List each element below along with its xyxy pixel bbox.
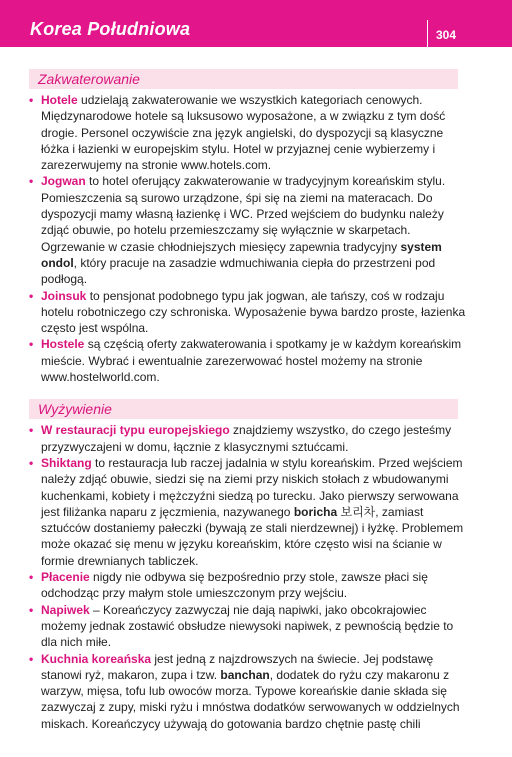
item-emphasis: system ondol bbox=[41, 239, 442, 270]
item-emphasis: boricha bbox=[293, 504, 338, 519]
item-term: Joinsuk bbox=[41, 288, 87, 303]
list-item bbox=[29, 336, 469, 385]
item-term: Hostele bbox=[41, 337, 85, 352]
list-item bbox=[29, 173, 469, 287]
item-text: to pensjonat podobnego typu jak jogwan, ale tańszy, coś w rodzaju hotelu robotniczego czy schroniska. Wyposażenie bywa bardzo proste, łazienka często jest wspólna. bbox=[41, 288, 466, 336]
header-divider bbox=[427, 20, 428, 47]
item-text-continued: 보리차, zamiast sztućców dostaniemy pałeczki (bywają ze stali nierdzewnej) i łyżkę. Problemem może okazać się menu w języku koreańskim, które często wisi na ścianie w formie drewnianych tabliczek. bbox=[41, 504, 464, 568]
accommodation-list bbox=[29, 92, 469, 385]
bullet-icon: • bbox=[29, 93, 34, 107]
page-header bbox=[0, 0, 512, 47]
bullet-icon: • bbox=[29, 455, 34, 470]
chapter-title: Korea Południowa bbox=[30, 19, 191, 39]
list-item bbox=[29, 422, 469, 455]
section-title-accommodation: Zakwaterowanie bbox=[38, 71, 140, 87]
item-term: Płacenie bbox=[41, 570, 90, 585]
list-item bbox=[29, 602, 469, 651]
item-term: Kuchnia koreańska bbox=[41, 651, 152, 666]
item-term: Napiwek bbox=[41, 602, 90, 617]
item-term: Jogwan bbox=[41, 174, 86, 189]
bullet-icon: • bbox=[29, 288, 34, 303]
item-text: nigdy nie odbywa się bezpośrednio przy stole, zawsze płaci się odchodząc przy małym stole umieszczonym przy wejściu. bbox=[41, 570, 428, 601]
section-header-food bbox=[29, 399, 458, 419]
bullet-icon: • bbox=[29, 602, 34, 617]
section-title-food: Wyżywienie bbox=[38, 401, 112, 418]
list-item bbox=[29, 569, 469, 602]
item-term: Shiktang bbox=[41, 455, 92, 470]
item-text-continued: , który pracuje na zasadzie wdmuchiwania ciepła do przestrzeni pod podłogą. bbox=[41, 255, 436, 287]
food-list bbox=[29, 422, 469, 732]
bullet-icon: • bbox=[29, 570, 34, 585]
section-header-accommodation bbox=[29, 69, 458, 89]
bullet-icon: • bbox=[29, 651, 34, 666]
list-item bbox=[29, 288, 469, 337]
item-text-continued: , dodatek do ryżu czy makaronu z warzyw, mięsa, tofu lub owoców morza. Typowe koreańskie danie składa się zazwyczaj z zupy, miski ryżu i mnóstwa dodatków serwowanych w oddzielnych miskach. Koreańczycy używają do gotowania bardzo chętnie pastę chili bbox=[41, 667, 460, 731]
page-content bbox=[29, 69, 469, 732]
bullet-icon: • bbox=[29, 174, 34, 189]
item-text: – Koreańczycy zazwyczaj nie dają napiwki, jako obcokrajowiec możemy jednak zostawić obsłudze niewysoki napiwek, z pewnością będzie to dla nich miłe. bbox=[41, 602, 454, 650]
item-text: są częścią oferty zakwaterowania i spotkamy je w każdym koreańskim mieście. Wybrać i ewentualnie zarezerwować hostel możemy na stronie www.hostelworld.com. bbox=[41, 337, 462, 385]
item-term: Hotele bbox=[41, 93, 78, 107]
item-term: W restauracji typu europejskiego bbox=[41, 423, 230, 438]
item-text: jest jedną z najzdrowszych na świecie. Jej podstawę stanowi ryż, makaron, zupa i tzw. bbox=[41, 651, 434, 682]
section-gap bbox=[29, 385, 469, 399]
page-number: 304 bbox=[436, 28, 457, 42]
item-text: to hotel oferujący zakwaterowanie w tradycyjnym koreańskim stylu. Pomieszczenia są surowo urządzone, śpi się na ziemi na materacach. Do dyspozycji mamy własną łazienkę i WC. Przed wejściem do budynku należy zdjąć obuwie, po hotelu przemieszczamy się wyłącznie w skarpetach. Ogrzewanie w czasie chłodniejszych miesięcy zapewnia tradycyjny bbox=[41, 174, 446, 254]
item-text: to restauracja lub raczej jadalnia w stylu koreańskim. Przed wejściem należy zdjąć obuwie, siedzi się na ziemi przy niskich stołach z wbudowanymi kuchenkami, kobiety i mężczyźni siedzą po turecku. Jako pierwszy serwowana jest filiżanka naparu z jęczmienia, nazywanego bbox=[41, 455, 463, 519]
list-item bbox=[29, 455, 469, 569]
bullet-icon: • bbox=[29, 423, 34, 438]
item-text: udzielają zakwaterowanie we wszystkich kategoriach cenowych. Międzynarodowe hotele są luksusowo wyposażone, a w związku z tym dość drogie. Personel oczywiście zna język angielski, do dyspozycji są klasyczne łóżka i łazienki w europejskim stylu. Hotel w przyjaznej cenie wybierzemy i zarezerwujemy na stronie www.hotels.com. bbox=[41, 93, 446, 173]
bullet-icon: • bbox=[29, 337, 34, 352]
list-item bbox=[29, 651, 469, 732]
item-emphasis: banchan bbox=[220, 667, 270, 682]
item-text: znajdziemy wszystko, do czego jesteśmy przyzwyczajeni w domu, łącznie z klasycznymi sztućcami. bbox=[41, 423, 452, 454]
list-item bbox=[29, 92, 469, 173]
